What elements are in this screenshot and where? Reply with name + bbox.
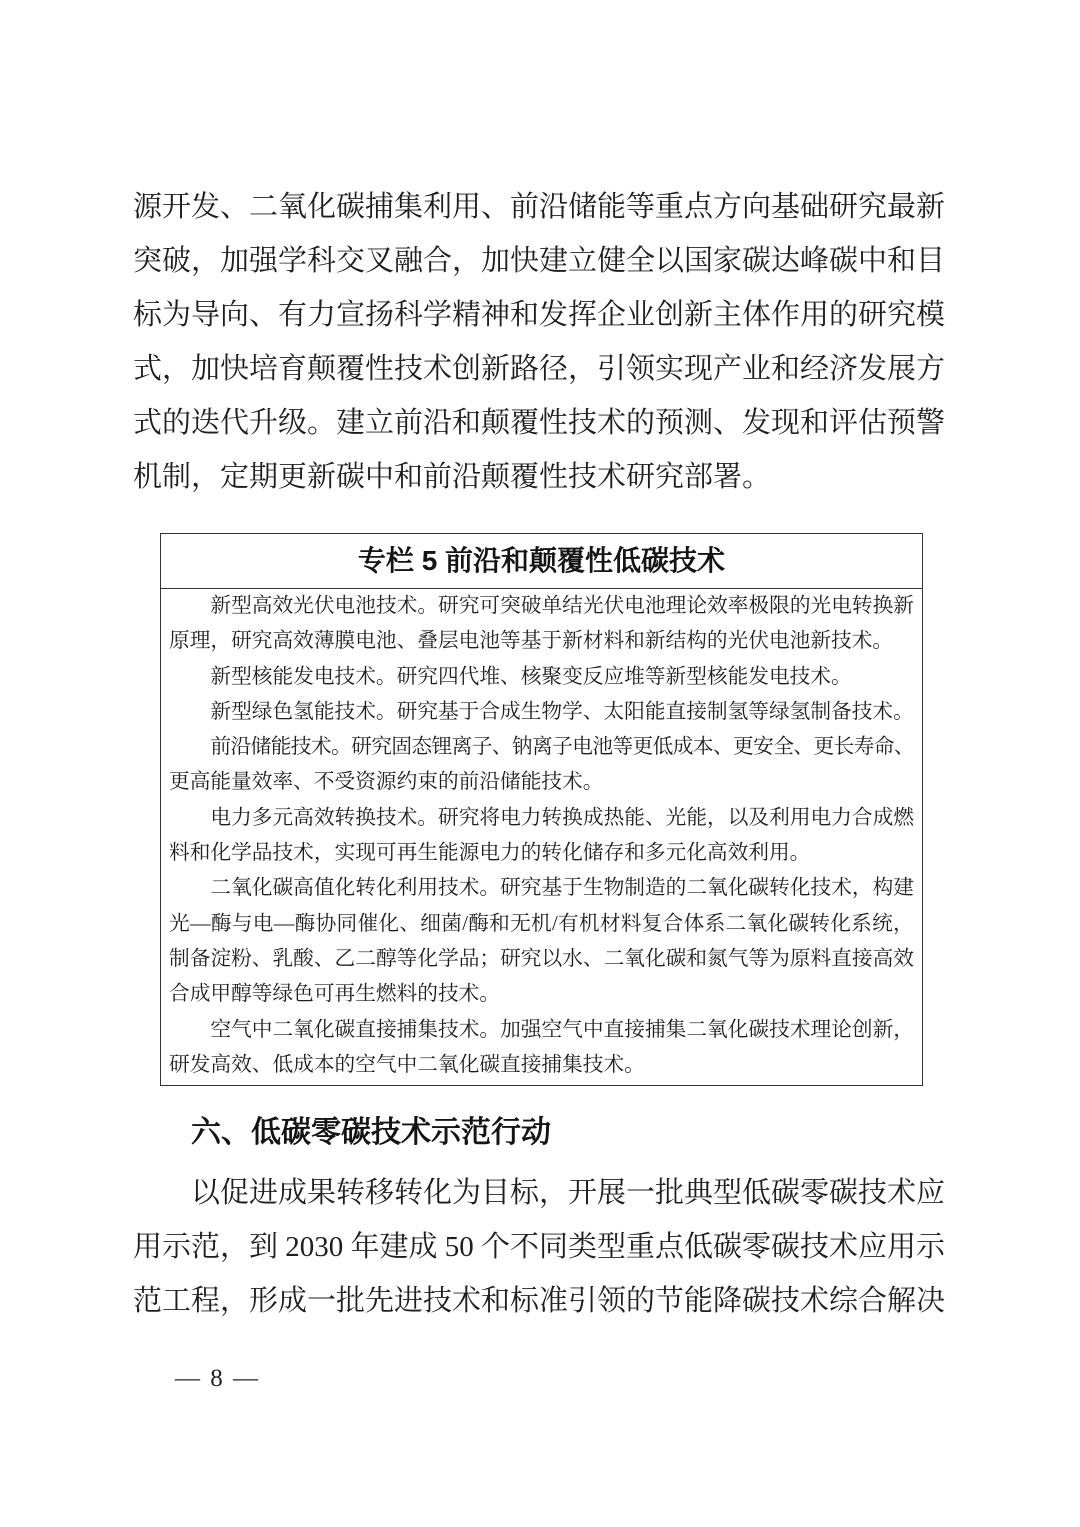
highlight-box-body [161,589,922,1085]
text-line: 电力多元高效转换技术。研究将电力转换成热能、光能，以及利用电力合成燃 [210,806,914,829]
highlight-box-title: 专栏 5 前沿和颠覆性低碳技术 [161,534,922,589]
page-number: — 8 — [175,1365,260,1392]
highlight-box [160,533,923,1086]
text-line: 突破，加强学科交叉融合，加快建立健全以国家碳达峰碳中和目 [133,245,945,277]
text-line: 前沿储能技术。研究固态锂离子、钠离子电池等更低成本、更安全、更长寿命、 [210,736,914,759]
section-paragraph [133,1166,945,1328]
text-line: 料和化学品技术，实现可再生能源电力的转化储存和多元化高效利用。 [169,842,811,865]
text-line: 以促进成果转移转化为目标，开展一批典型低碳零碳技术应 [191,1177,945,1209]
text-line: 新型绿色氢能技术。研究基于合成生物学、太阳能直接制氢等绿氢制备技术。 [210,700,914,723]
text-line: 范工程，形成一批先进技术和标准引领的节能降碳技术综合解决 [133,1285,945,1317]
intro-paragraph [133,180,945,504]
text-line: 机制，定期更新碳中和前沿颠覆性技术研究部署。 [133,461,772,493]
text-line: 式的迭代升级。建立前沿和颠覆性技术的预测、发现和评估预警 [133,407,945,439]
text-line: 式，加快培育颠覆性技术创新路径，引领实现产业和经济发展方 [133,353,945,385]
text-line: 原理，研究高效薄膜电池、叠层电池等基于新材料和新结构的光伏电池新技术。 [169,630,894,653]
text-line: 二氧化碳高值化转化利用技术。研究基于生物制造的二氧化碳转化技术，构建 [210,877,914,900]
section-heading: 六、低碳零碳技术示范行动 [191,1116,551,1149]
text-line: 标为导向、有力宣扬科学精神和发挥企业创新主体作用的研究模 [133,299,945,331]
text-line: 光—酶与电—酶协同催化、细菌/酶和无机/有机材料复合体系二氧化碳转化系统， [169,912,914,935]
text-line: 用示范，到 2030 年建成 50 个不同类型重点低碳零碳技术应用示 [133,1231,945,1263]
text-line: 新型高效光伏电池技术。研究可突破单结光伏电池理论效率极限的光电转换新 [210,595,914,617]
text-line: 源开发、二氧化碳捕集利用、前沿储能等重点方向基础研究最新 [133,191,945,223]
text-line: 更高能量效率、不受资源约束的前沿储能技术。 [169,771,604,794]
text-line: 新型核能发电技术。研究四代堆、核聚变反应堆等新型核能发电技术。 [210,665,852,688]
text-line: 研发高效、低成本的空气中二氧化碳直接捕集技术。 [169,1053,645,1076]
text-line: 合成甲醇等绿色可再生燃料的技术。 [169,983,501,1006]
text-line: 空气中二氧化碳直接捕集技术。加强空气中直接捕集二氧化碳技术理论创新， [210,1018,914,1041]
text-line: 制备淀粉、乳酸、乙二醇等化学品；研究以水、二氧化碳和氮气等为原料直接高效 [169,947,914,970]
